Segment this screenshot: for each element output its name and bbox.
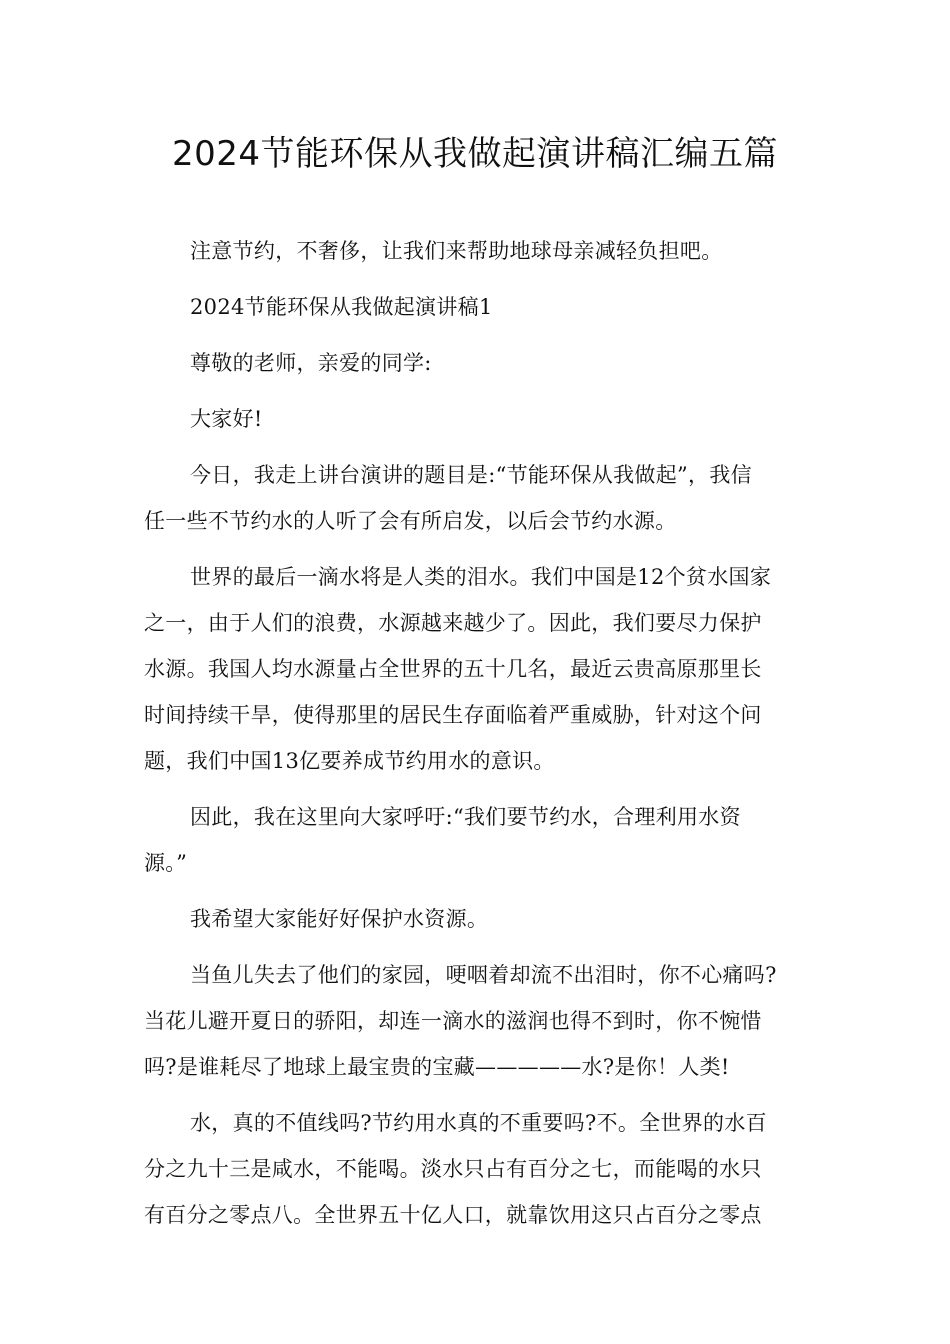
- paragraph-line: 吗?是谁耗尽了地球上最宝贵的宝藏—————水?是你！人类!: [144, 1055, 730, 1079]
- paragraph-line: 当鱼儿失去了他们的家园，哽咽着却流不出泪时，你不心痛吗?: [190, 963, 777, 987]
- paragraph-topic: [144, 452, 809, 544]
- paragraph-line: 任一些不节约水的人听了会有所启发，以后会节约水源。: [144, 509, 677, 533]
- paragraph-line: 尊敬的老师，亲爱的同学:: [190, 351, 432, 375]
- paragraph-line: 题，我们中国13亿要养成节约用水的意识。: [144, 749, 555, 773]
- paragraph-water-value: [144, 1100, 809, 1238]
- paragraph-subtitle: [144, 284, 809, 330]
- paragraph-line: 我希望大家能好好保护水资源。: [190, 907, 489, 931]
- paragraph-appeal: [144, 794, 809, 886]
- paragraph-line: 因此，我在这里向大家呼吁:“我们要节约水，合理利用水资: [190, 805, 741, 829]
- document-body: [144, 228, 809, 1248]
- paragraph-fish-flowers: [144, 952, 809, 1090]
- paragraph-line: 当花儿避开夏日的骄阳，却连一滴水的滋润也得不到时，你不惋惜: [144, 1009, 762, 1033]
- paragraph-line: 2024节能环保从我做起演讲稿1: [190, 295, 493, 319]
- paragraph-hope: [144, 896, 809, 942]
- paragraph-line: 有百分之零点八。全世界五十亿人口，就靠饮用这只占百分之零点: [144, 1203, 762, 1227]
- paragraph-salutation: [144, 340, 809, 386]
- paragraph-line: 世界的最后一滴水将是人类的泪水。我们中国是12个贫水国家: [190, 565, 772, 589]
- document-title: 2024节能环保从我做起演讲稿汇编五篇: [171, 134, 779, 174]
- paragraph-greeting: [144, 396, 809, 442]
- paragraph-line: 大家好!: [190, 407, 263, 431]
- paragraph-line: 水源。我国人均水源量占全世界的五十几名，最近云贵高原那里长: [144, 657, 762, 681]
- paragraph-line: 今日，我走上讲台演讲的题目是:“节能环保从我做起”，我信: [190, 463, 752, 487]
- paragraph-line: 之一，由于人们的浪费，水源越来越少了。因此，我们要尽力保护: [144, 611, 762, 635]
- paragraph-line: 源。”: [144, 851, 188, 875]
- paragraph-line: 水，真的不值线吗?节约用水真的不重要吗?不。全世界的水百: [190, 1111, 767, 1135]
- paragraph-line: 注意节约，不奢侈，让我们来帮助地球母亲减轻负担吧。: [190, 239, 723, 263]
- paragraph-intro: [144, 228, 809, 274]
- paragraph-line: 时间持续干旱，使得那里的居民生存面临着严重威胁，针对这个问: [144, 703, 762, 727]
- paragraph-line: 分之九十三是咸水，不能喝。淡水只占有百分之七，而能喝的水只: [144, 1157, 762, 1181]
- paragraph-water-crisis: [144, 554, 809, 784]
